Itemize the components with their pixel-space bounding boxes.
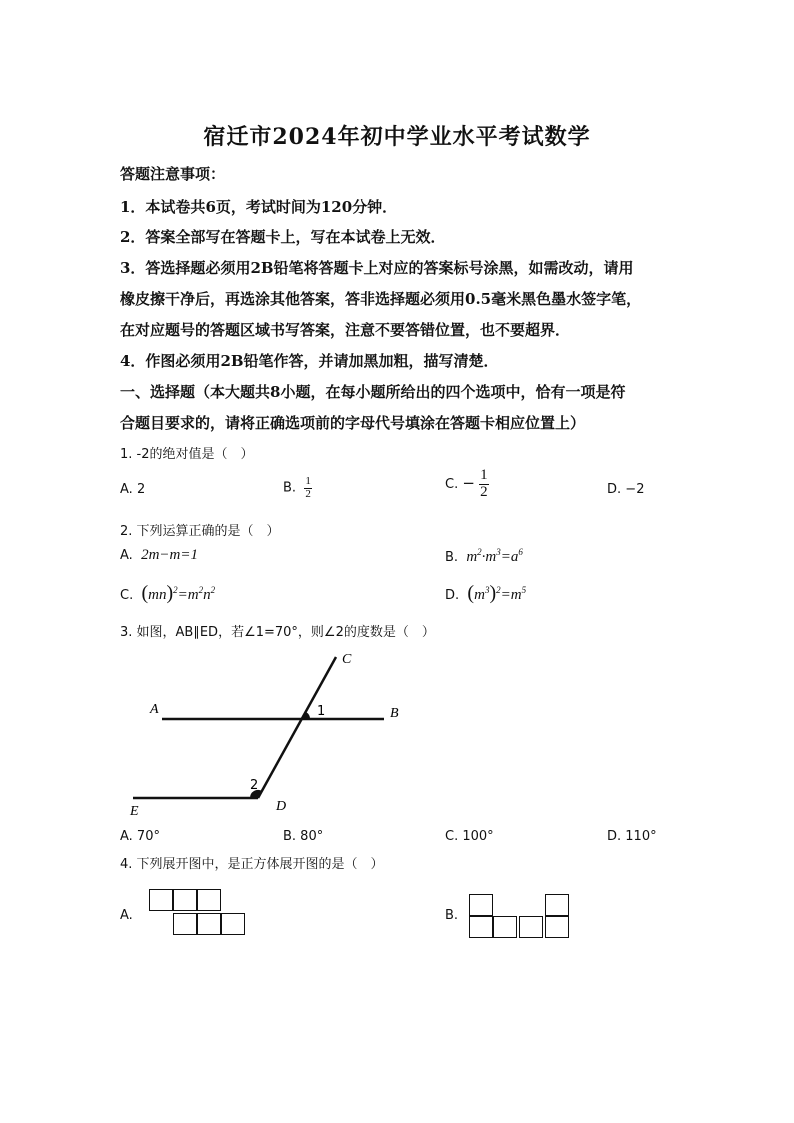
label-angle-1: 1 bbox=[317, 704, 326, 719]
question-1-stem: 1. -2的绝对值是（ ） bbox=[120, 447, 254, 462]
section-heading-line2: 合题目要求的，请将正确选项前的字母代号填涂在答题卡相应位置上） bbox=[120, 414, 586, 432]
line-cd bbox=[258, 657, 336, 798]
note-item-3-cont-2: 在对应题号的答题区域书写答案，注意不要答错位置，也不要超界． bbox=[120, 321, 571, 339]
q4-option-b-net bbox=[469, 894, 579, 944]
label-d: D bbox=[276, 799, 287, 814]
q1-option-c: C. − $\frac{1}{2}$ bbox=[445, 467, 488, 500]
q3-option-b: B. 80° bbox=[283, 829, 324, 844]
note-item-1: 1．本试卷共6页，考试时间为120分钟． bbox=[120, 198, 398, 216]
q2-option-b: B. $m^2\cdot m^3=a^6$ bbox=[445, 547, 523, 565]
q4-option-b-label: B. bbox=[445, 908, 459, 923]
label-e: E bbox=[130, 804, 139, 819]
q4-option-a-net bbox=[149, 889, 249, 939]
q2-option-c: C. $(mn)^2=m^2n^2$ bbox=[120, 582, 216, 604]
page-title: 宿迁市2024年初中学业水平考试数学 bbox=[203, 124, 591, 150]
q3-option-d: D. 110° bbox=[607, 829, 657, 844]
q3-option-c: C. 100° bbox=[445, 829, 494, 844]
note-item-3: 3．答选择题必须用2B铅笔将答题卡上对应的答案标号涂黑，如需改动，请用 bbox=[120, 259, 634, 277]
label-angle-2: 2 bbox=[250, 778, 259, 793]
note-item-2: 2．答案全部写在答题卡上，写在本试卷上无效． bbox=[120, 228, 446, 246]
q1-option-a: A. 2 bbox=[120, 482, 146, 497]
label-c: C bbox=[342, 652, 352, 667]
q2-option-a: A. 2m−m=1 bbox=[120, 547, 198, 563]
q3-option-a: A. 70° bbox=[120, 829, 160, 844]
question-4-stem: 4. 下列展开图中，是正方体展开图的是（ ） bbox=[120, 857, 384, 872]
notes-header: 答题注意事项： bbox=[120, 165, 226, 183]
q3-figure bbox=[120, 645, 420, 825]
q4-option-a-label: A. bbox=[120, 908, 133, 923]
q2-option-d: D. $(m^3)^2=m^5$ bbox=[445, 582, 527, 604]
label-b: B bbox=[390, 706, 399, 721]
note-item-4: 4．作图必须用2B铅笔作答，并请加黑加粗，描写清楚． bbox=[120, 352, 499, 370]
question-3-stem: 3. 如图，AB∥ED，若∠1=70°，则∠2的度数是（ ） bbox=[120, 625, 435, 640]
q1-option-b: B. $\frac{1}{2}$ bbox=[283, 475, 311, 500]
q1-option-d: D. −2 bbox=[607, 482, 645, 497]
section-heading-line1: 一、选择题（本大题共8小题，在每小题所给出的四个选项中，恰有一项是符 bbox=[120, 383, 626, 401]
question-2-stem: 2. 下列运算正确的是（ ） bbox=[120, 524, 280, 539]
note-item-3-cont-1: 橡皮擦干净后，再选涂其他答案，答非选择题必须用0.5毫米黑色墨水签字笔， bbox=[120, 290, 642, 308]
label-a: A bbox=[150, 702, 159, 717]
